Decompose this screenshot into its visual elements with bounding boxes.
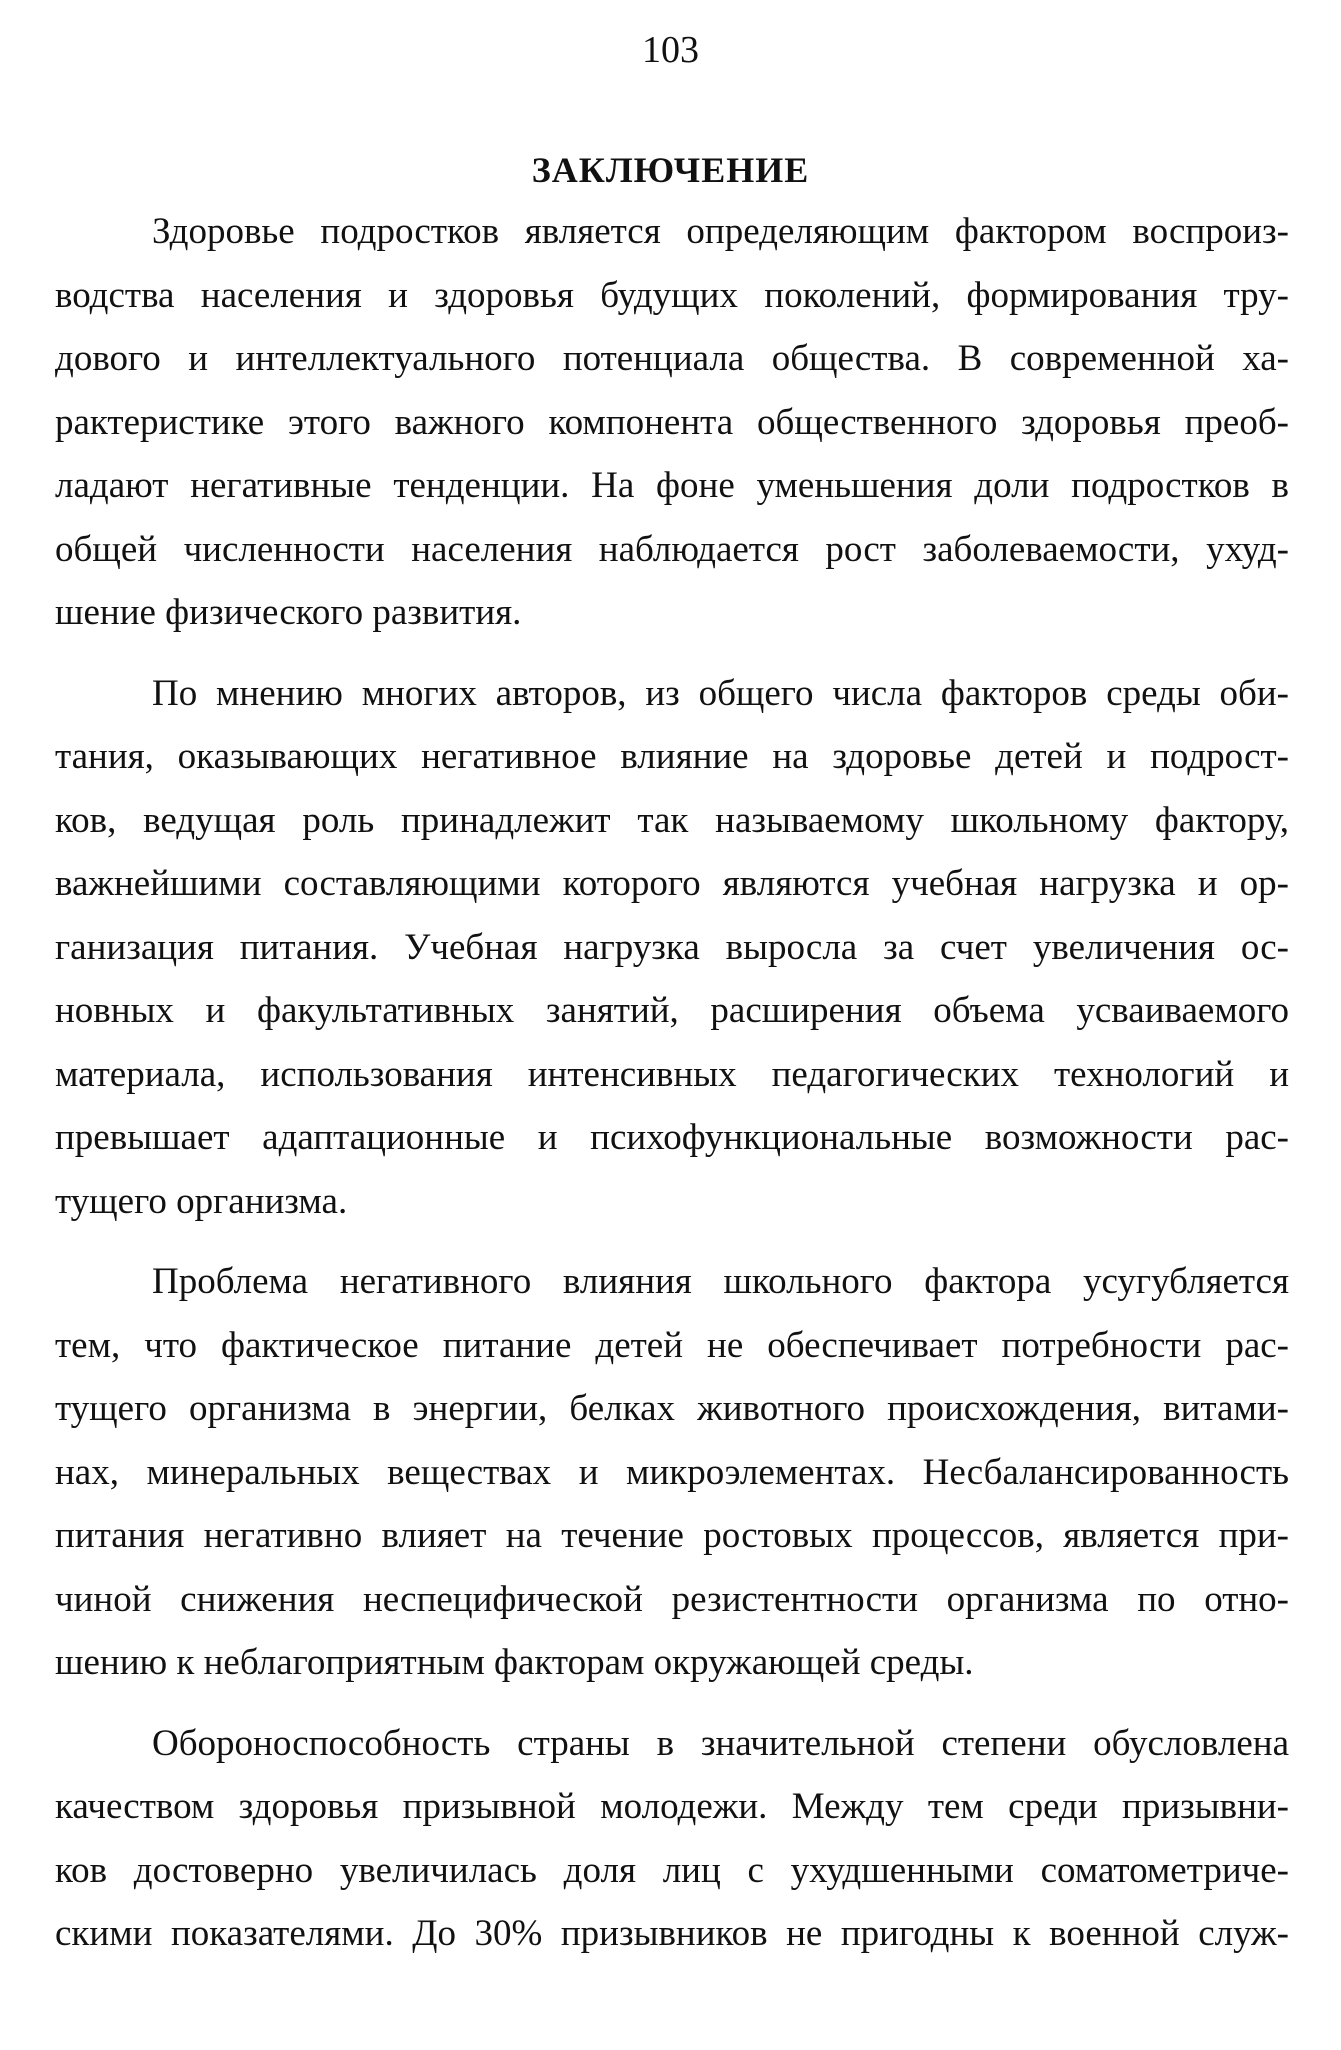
page-number: 103 — [642, 29, 699, 71]
text-line: важнейшими составляющими которого являются учебная нагрузка и ор- — [55, 863, 1289, 904]
text-line: Здоровье подростков является определяющим фактором воспроиз- — [152, 211, 1289, 252]
paragraph-4 — [55, 1712, 1289, 1966]
text-line: питания негативно влияет на течение ростовых процессов, является при- — [55, 1515, 1289, 1556]
text-line: шению к неблагоприятным факторам окружающей среды. — [55, 1642, 974, 1683]
text-line: чиной снижения неспецифической резистентности организма по отно- — [55, 1578, 1289, 1620]
text-line: тущего организма. — [55, 1180, 348, 1222]
text-line: дового и интеллектуального потенциала общества. В современной ха- — [55, 338, 1289, 379]
text-line: ков, ведущая роль принадлежит так называемому школьному фактору, — [55, 799, 1289, 841]
text-line: нах, минеральных веществах и микроэлементах. Несбалансированность — [55, 1451, 1289, 1493]
text-line: ладают негативные тенденции. На фоне уменьшения доли подростков в — [55, 465, 1289, 506]
text-line: превышает адаптационные и психофункциональные возможности рас- — [55, 1117, 1289, 1158]
text-line: тем, что фактическое питание детей не обеспечивает потребности рас- — [55, 1324, 1289, 1366]
text-line: ков достоверно увеличилась доля лиц с ухудшенными соматометриче- — [55, 1849, 1289, 1891]
paragraph-3 — [55, 1250, 1289, 1695]
text-line: По мнению многих авторов, из общего числа факторов среды оби- — [152, 672, 1289, 714]
text-line: рактеристике этого важного компонента общественного здоровья преоб- — [55, 401, 1289, 443]
text-line: Обороноспособность страны в значительной степени обусловлена — [152, 1722, 1289, 1764]
text-line: тущего организма в энергии, белках животного происхождения, витами- — [55, 1388, 1289, 1429]
section-heading: ЗАКЛЮЧЕНИЕ — [531, 150, 810, 190]
text-line: водства населения и здоровья будущих поколений, формирования тру- — [55, 274, 1289, 316]
text-line: скими показателями. До 30% призывников не пригодны к военной служ- — [55, 1913, 1289, 1954]
text-line: материала, использования интенсивных педагогических технологий и — [55, 1053, 1289, 1095]
text-line: качеством здоровья призывной молодежи. Между тем среди призывни- — [55, 1786, 1289, 1827]
text-line: ганизация питания. Учебная нагрузка выросла за счет увеличения ос- — [55, 926, 1289, 968]
text-line: тания, оказывающих негативное влияние на здоровье детей и подрост- — [55, 736, 1289, 777]
paragraph-1 — [55, 200, 1289, 645]
text-line: шение физического развития. — [55, 592, 522, 633]
document-body — [55, 200, 1289, 1966]
text-line: новных и факультативных занятий, расширения объема усваиваемого — [55, 990, 1289, 1031]
text-line: Проблема негативного влияния школьного фактора усугубляется — [152, 1261, 1289, 1302]
paragraph-2 — [55, 662, 1289, 1234]
text-line: общей численности населения наблюдается рост заболеваемости, ухуд- — [55, 528, 1289, 570]
